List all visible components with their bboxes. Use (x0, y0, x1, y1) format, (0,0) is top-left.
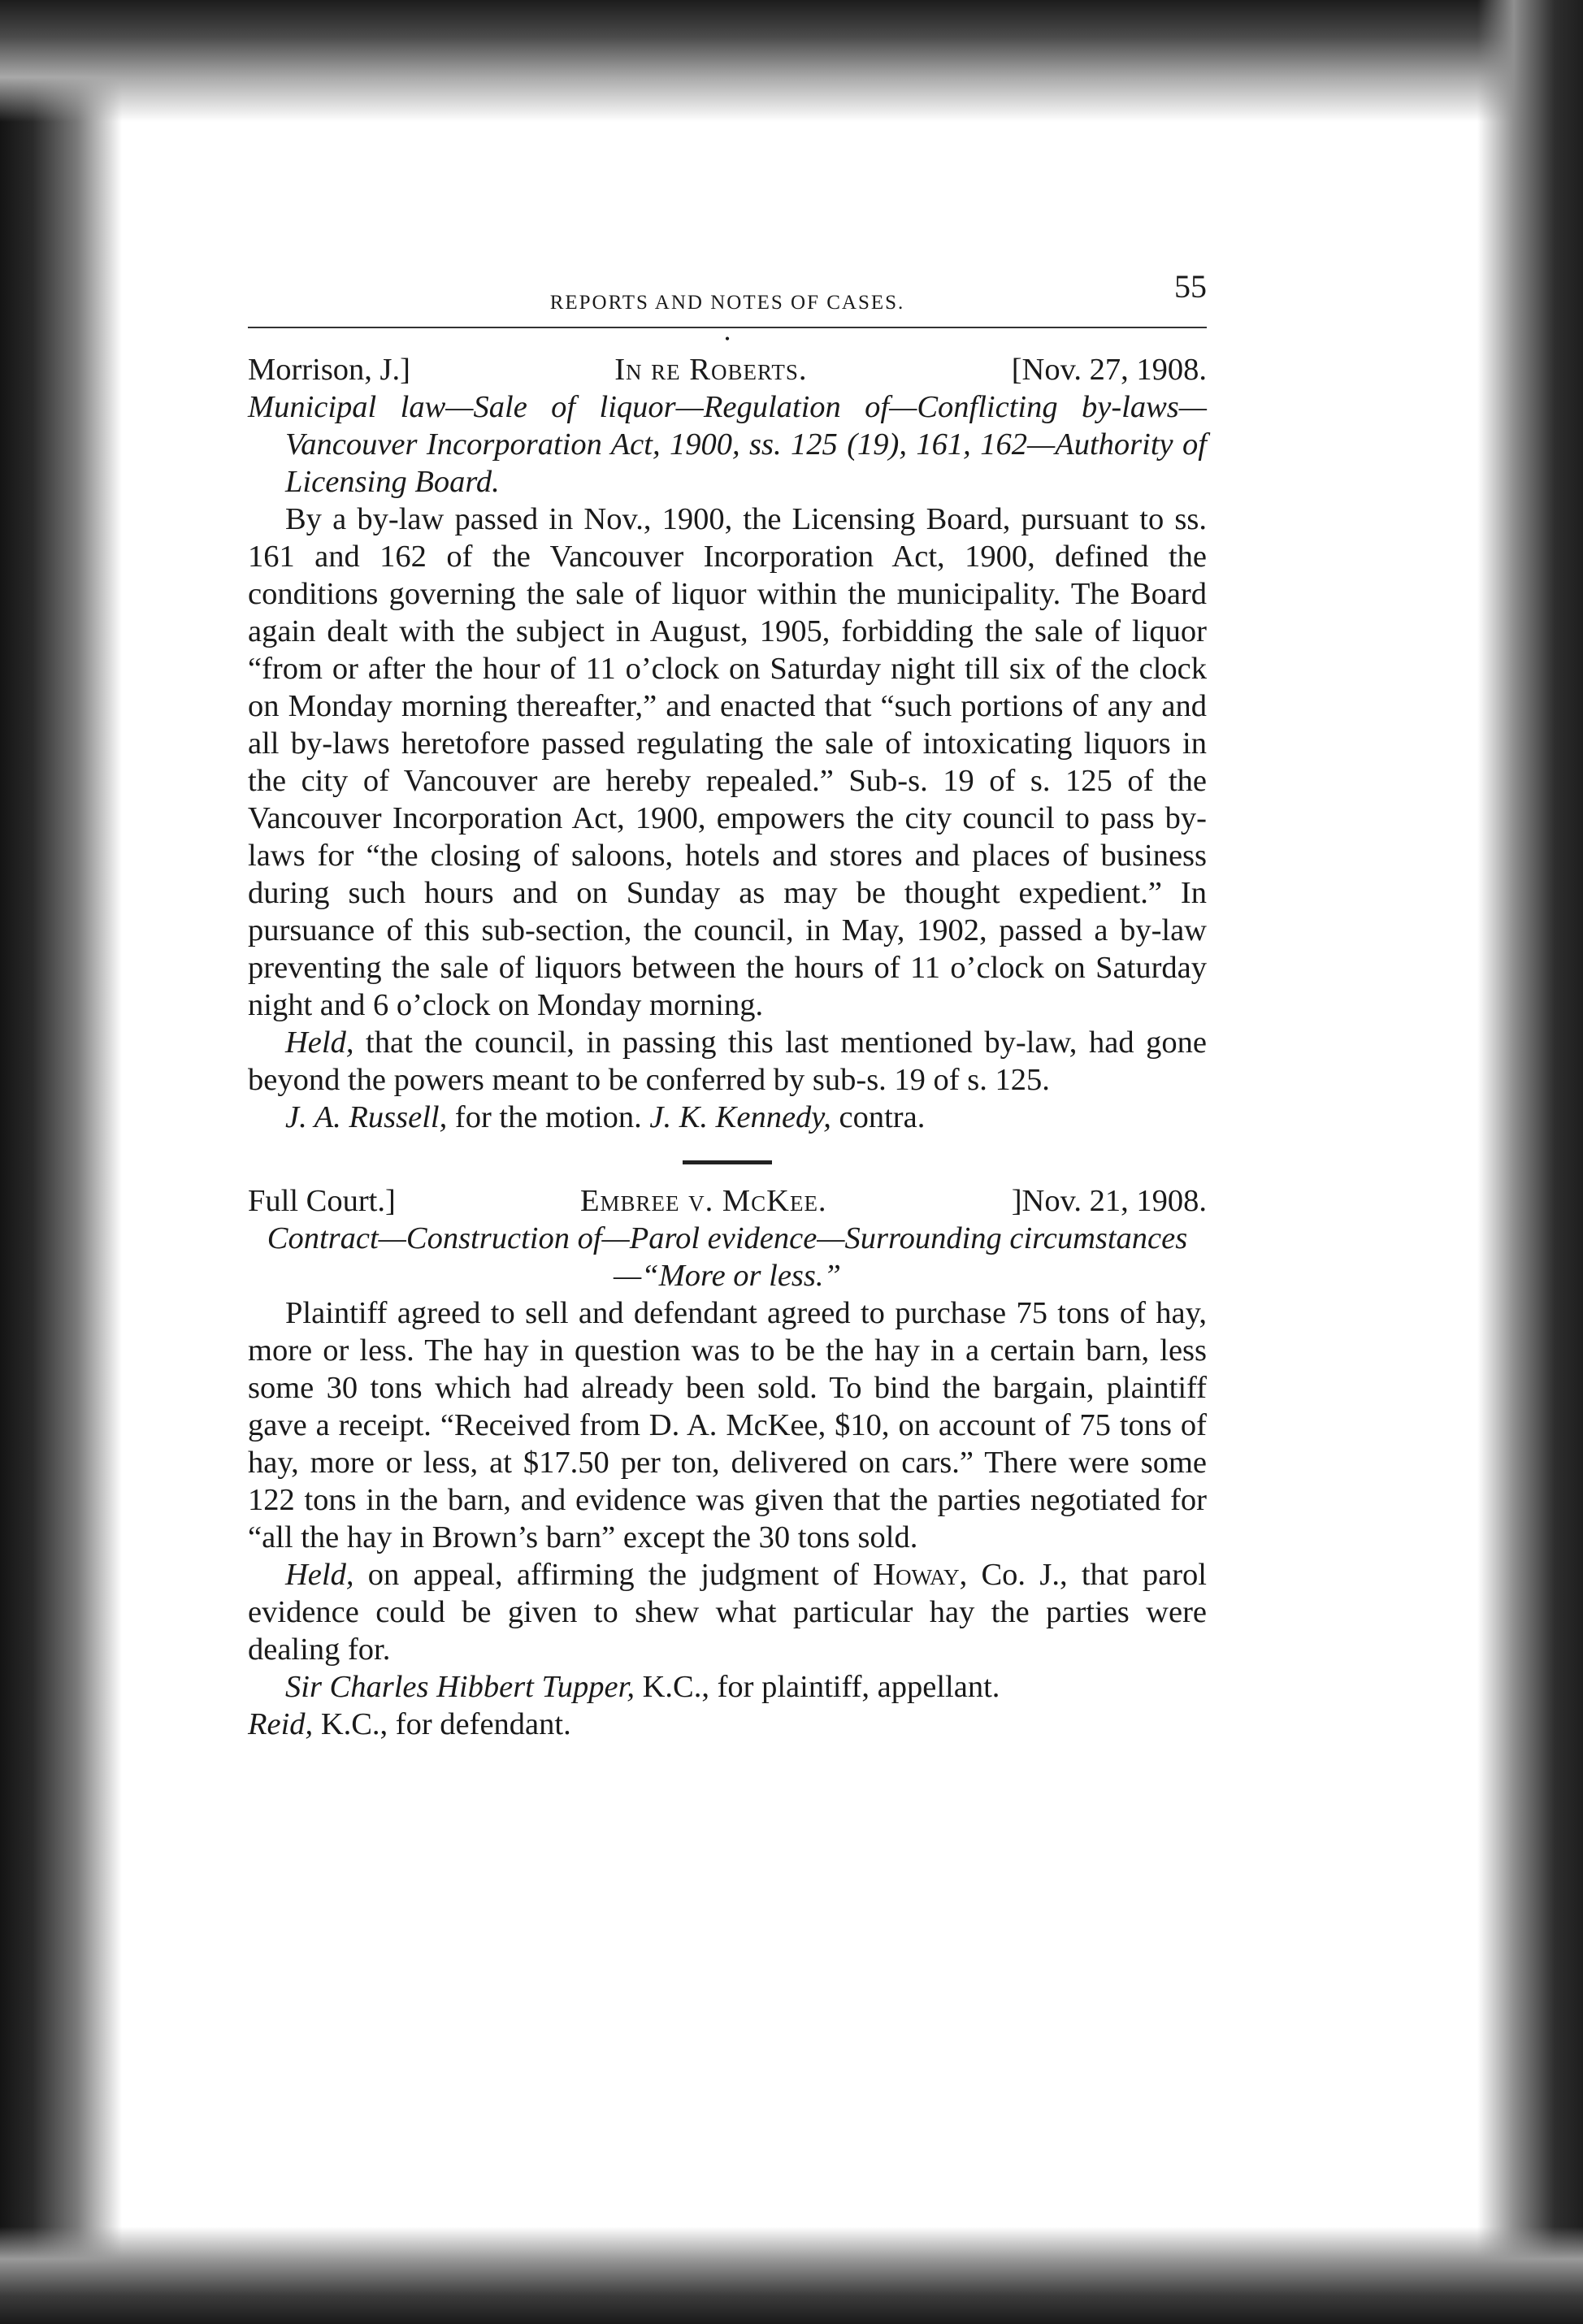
held-label: Held, (285, 1025, 354, 1060)
held-text: that the council, in passing this last mentioned by-law, had gone beyond the powers meant to be conferred by sub-s. 19 of s. 125. (248, 1025, 1207, 1097)
counsel-role: contra. (831, 1100, 926, 1134)
counsel-name: Reid, (248, 1707, 314, 1741)
case-court: Full Court.] (248, 1184, 396, 1218)
scan-edge-bottom (0, 2226, 1583, 2324)
case-counsel-line (248, 1099, 1207, 1136)
running-title: REPORTS AND NOTES OF CASES. (549, 292, 905, 314)
ornament-dot: • (724, 331, 731, 347)
running-head (248, 268, 1207, 315)
page-number: 55 (1174, 268, 1207, 305)
case-heading-embree (248, 1182, 1207, 1220)
case-judge: Morrison, J.] (248, 353, 410, 387)
held-label: Held, (285, 1558, 354, 1592)
case-date: ]Nov. 21, 1908. (1011, 1184, 1207, 1218)
case-title: Embree v. McKee. (580, 1184, 827, 1218)
counsel-name: J. K. Kennedy, (649, 1100, 831, 1134)
held-text: on appeal, affirming the judgment of (353, 1558, 874, 1592)
case-heading-roberts (248, 351, 1207, 388)
case-title: In re Roberts. (614, 353, 808, 387)
scan-edge-right (1477, 0, 1583, 2324)
counsel-name: Sir Charles Hibbert Tupper, (285, 1670, 635, 1704)
case-headnote: Contract—Construction of—Parol evidence—Surrounding circumstances—“More or less.” (267, 1221, 1188, 1293)
held-text: , Co. J., that parol evidence could be given to shew what particular hay the parties were dealing for. (248, 1558, 1207, 1667)
document-page (248, 268, 1207, 1743)
case-headnote: Municipal law—Sale of liquor—Regulation of—Conflicting by-laws—Vancouver Incorporation Act, 1900, ss. 125 (19), 161, 162—Authority of Licensing Board. (248, 390, 1207, 499)
case-held-paragraph (248, 1556, 1207, 1668)
case-held-paragraph (248, 1024, 1207, 1099)
counsel-role: K.C., for plaintiff, appellant. (634, 1670, 1000, 1704)
held-judge-name: Howay (873, 1558, 960, 1592)
case-facts-paragraph: By a by-law passed in Nov., 1900, the Licensing Board, pursuant to ss. 161 and 162 of the Vancouver Incorporation Act, 1900, defined the conditions governing the sale of liquor within the municipality. The Board again dealt with the subject in August, 1905, forbidding the sale of liquor “from or after the hour of 11 o’clock on Saturday night till six of the clock on Monday morning thereafter,” and enacted that “such portions of any and all by-laws heretofore passed regulating the sale of intoxicating liquors in the city of Vancouver are hereby repealed.” Sub-s. 19 of s. 125 of the Vancouver Incorporation Act, 1900, empowers the city council to pass by-laws for “the closing of saloons, hotels and stores and places of business during such hours and on Sunday as may be thought expedient.” In pursuance of this sub-section, the council, in May, 1902, passed a by-law preventing the sale of liquors between the hours of 11 o’clock on Saturday night and 6 o’clock on Monday morning. (248, 502, 1207, 1022)
counsel-name: J. A. Russell, (285, 1100, 448, 1134)
counsel-role: for the motion. (447, 1100, 650, 1134)
case-separator-rule (683, 1160, 772, 1164)
counsel-role: K.C., for defendant. (313, 1707, 571, 1741)
case-counsel-line (248, 1668, 1207, 1706)
case-date: [Nov. 27, 1908. (1011, 353, 1207, 387)
scan-edge-left (0, 0, 122, 2324)
scan-edge-top (0, 0, 1583, 122)
case-facts-paragraph: Plaintiff agreed to sell and defendant agreed to purchase 75 tons of hay, more or less. The hay in question was to be the hay in a certain barn, less some 30 tons which had already been sold. To bind the bargain, plaintiff gave a receipt. “Received from D. A. McKee, $10, on account of 75 tons of hay, more or less, at $17.50 per ton, delivered on cars.” There were some 122 tons in the barn, and evidence was given that the parties negotiated for “all the hay in Brown’s barn” except the 30 tons sold. (248, 1296, 1207, 1554)
header-rule (248, 327, 1207, 328)
case-counsel-line (248, 1706, 1207, 1743)
